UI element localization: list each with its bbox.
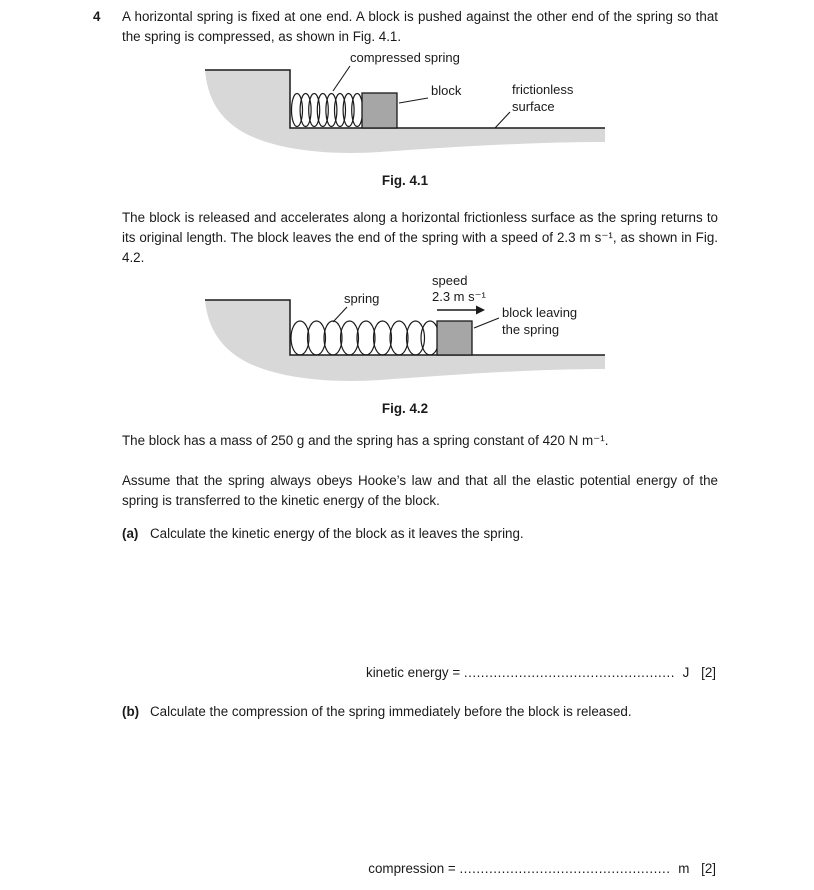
compression-answer-line — [368, 859, 716, 879]
block-shape — [362, 93, 397, 128]
compressed-spring — [292, 94, 363, 127]
part-b-text: Calculate the compression of the spring immediately before the block is released. — [150, 704, 632, 719]
label-the-spring: the spring — [502, 322, 560, 337]
leader-block — [399, 98, 428, 103]
figure-4-2 — [200, 265, 610, 397]
leader-block-leaving — [474, 318, 499, 328]
question-number: 4 — [93, 9, 101, 24]
compression-unit: m — [678, 861, 690, 876]
answer-dotted-line: .................................................. — [459, 861, 671, 876]
figure-4-1-caption: Fig. 4.1 — [381, 173, 429, 188]
answer-dotted-line: .................................................. — [463, 665, 675, 680]
part-a-marks: [2] — [701, 665, 716, 680]
label-block: block — [431, 83, 462, 98]
leader-compressed-spring — [333, 66, 350, 91]
kinetic-energy-answer-line — [366, 663, 716, 683]
kinetic-energy-label: kinetic energy = — [366, 665, 461, 680]
label-speed: speed — [432, 273, 468, 288]
part-a-label: (a) — [122, 526, 139, 541]
kinetic-energy-unit: J — [682, 665, 690, 680]
mass-spring-constant-paragraph: The block has a mass of 250 g and the spring has a spring constant of 420 N m⁻¹. — [122, 433, 609, 448]
assumption-paragraph: Assume that the spring always obeys Hooke’s law and that all the elastic potential energy of the spring is transferred to the kinetic energy of the block. — [122, 473, 718, 508]
figure-4-1 — [200, 48, 610, 166]
label-spring: spring — [344, 291, 380, 306]
release-paragraph: The block is released and accelerates along a horizontal frictionless surface as the spring returns to its original length. The block leaves the end of the spring with a speed of 2.3 m s⁻¹, as shown in Fig. 4.2. — [122, 210, 718, 265]
label-compressed-spring: compressed spring — [350, 50, 460, 65]
label-surface: surface — [512, 99, 555, 114]
part-b — [122, 702, 718, 722]
compression-label: compression = — [368, 861, 456, 876]
block-shape — [437, 321, 472, 355]
leader-frictionless-surface — [495, 112, 510, 128]
spring — [291, 321, 439, 355]
label-block-leaving: block leaving — [502, 305, 578, 320]
label-speed-value: 2.3 m s⁻¹ — [432, 289, 486, 304]
leader-spring — [333, 307, 347, 322]
part-a-text: Calculate the kinetic energy of the block as it leaves the spring. — [150, 526, 524, 541]
part-b-label: (b) — [122, 704, 140, 719]
question-intro-paragraph: A horizontal spring is fixed at one end. A block is pushed against the other end of the spring so that the spring is compressed, as shown in Fig. 4.1. — [122, 9, 718, 44]
figure-4-2-caption: Fig. 4.2 — [381, 401, 429, 416]
part-a — [122, 524, 718, 544]
label-frictionless: frictionless — [512, 82, 574, 97]
velocity-arrow — [437, 306, 485, 315]
part-b-marks: [2] — [701, 861, 716, 876]
